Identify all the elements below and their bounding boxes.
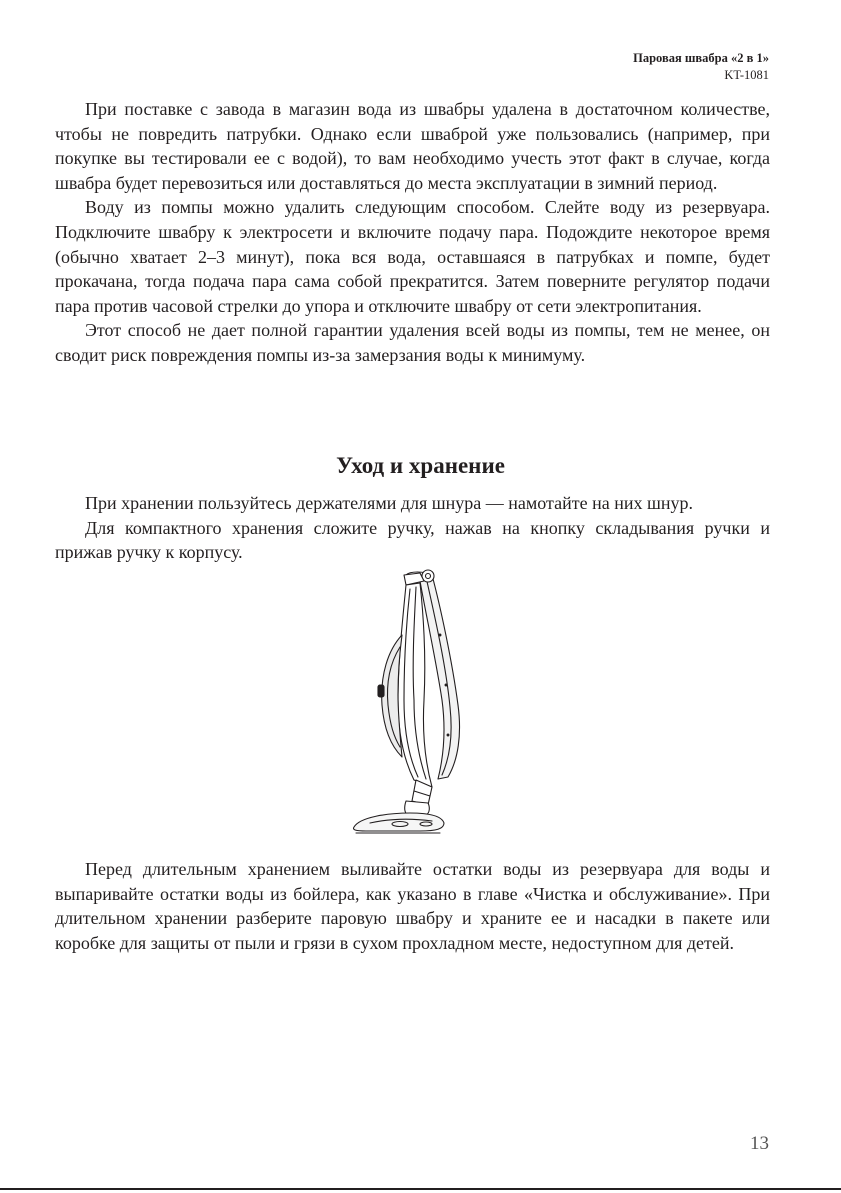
storage-paragraph-1: При хранении пользуйтесь держателями для шнура — намотайте на них шнур.: [85, 493, 693, 513]
long-term-paragraph: Перед длительным хранением выливайте остатки воды из резервуара для воды и выпаривайте остатки воды из бойлера, как указано в главе «Чистка и обслуживание». При длительном хранении разберите паровую швабру и храните ее и насадки в пакете или коробке для защиты от пыли и грязи в сухом прохладном месте, недоступном для детей.: [55, 859, 770, 953]
bottom-rule: [0, 1188, 841, 1190]
intro-text-block: [55, 97, 770, 368]
storage-paragraph-2: Для компактного хранения сложите ручку, нажав на кнопку складывания ручки и прижав ручку к корпусу.: [55, 517, 770, 563]
storage-text-block: [55, 491, 770, 565]
folded-steam-mop-illustration: [340, 565, 470, 840]
intro-paragraph-1: При поставке с завода в магазин вода из швабры удалена в достаточном количестве, чтобы не повредить патрубки. Однако если шваброй уже пользовались (например, при покупке вы тестировали ее с водой), то вам необходимо учесть этот факт в случае, когда швабра будет перевозиться или доставляться до места эксплуатации в зимний период.: [55, 99, 770, 193]
header-model: KT-1081: [724, 68, 769, 82]
intro-paragraph-2: Воду из помпы можно удалить следующим способом. Слейте воду из резервуара. Подключите швабру к электросети и включите подачу пара. Подождите некоторое время (обычно хватает 2–3 минут), пока вся вода, оставшаяся в патрубках и помпе, будет прокачана, тогда подача пара сама собой прекратится. Затем поверните регулятор подачи пара против часовой стрелки до упора и отключите швабру от сети электропитания.: [55, 197, 770, 316]
intro-paragraph-3: Этот способ не дает полной гарантии удаления всей воды из помпы, тем не менее, он сводит риск повреждения помпы из-за замерзания воды к минимуму.: [55, 320, 770, 365]
page-number: 13: [750, 1133, 769, 1154]
running-header: [633, 50, 769, 84]
header-title: Паровая швабра «2 в 1»: [633, 51, 769, 65]
section-heading: Уход и хранение: [336, 453, 505, 478]
long-term-storage-block: [55, 857, 770, 955]
